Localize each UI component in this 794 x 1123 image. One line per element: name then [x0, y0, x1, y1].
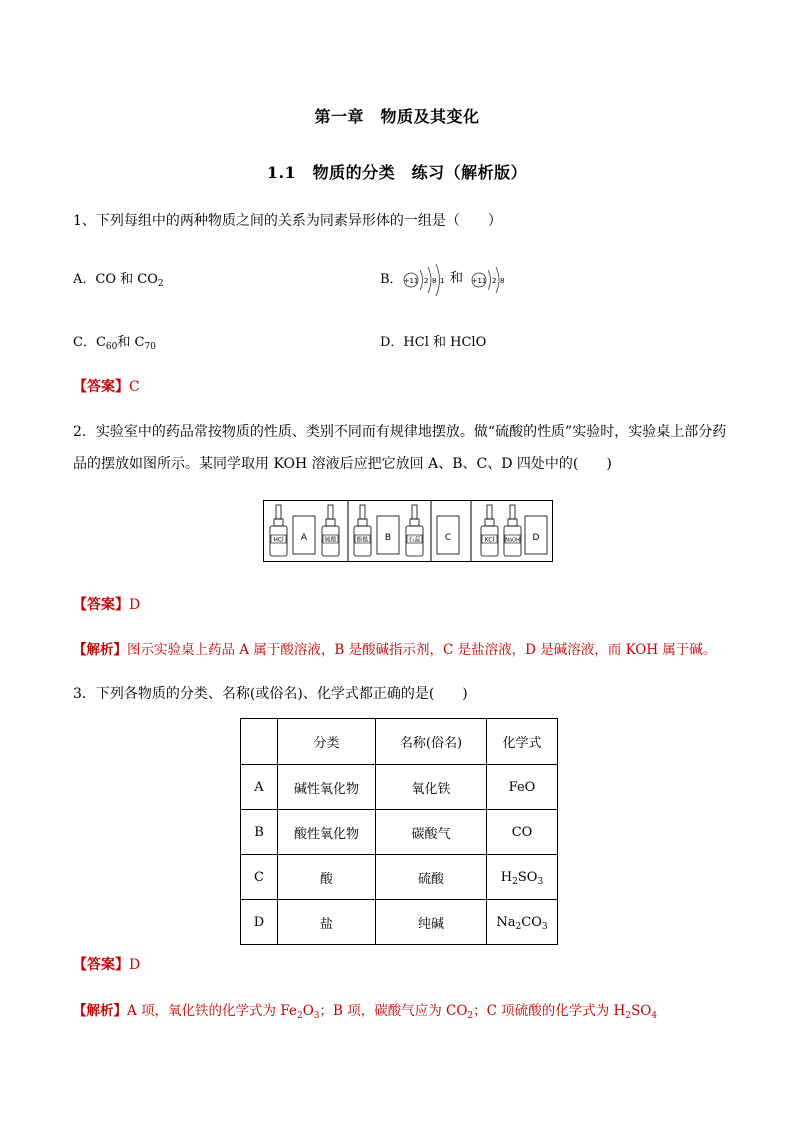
table-cell: FeO: [487, 765, 558, 810]
table-row: [241, 810, 558, 855]
shelf-group-b: [354, 505, 423, 556]
label-sulfuric-acid: 硫酸: [324, 536, 337, 544]
question-1-text: 1、下列每组中的两种物质之间的关系为同素异形体的一组是（ ）: [73, 213, 502, 229]
q3-analysis: 【解析】A 项，氧化铁的化学式为 $Fe_2O_3$；B 项，碳酸气应为 $CO_2$；C 项硫酸的化学式为 $H_2SO_4$: [73, 1003, 658, 1021]
slot-b-label: B: [384, 533, 392, 543]
question-3-text: 3．下列各物质的分类、名称(或俗名)、化学式都正确的是( ): [73, 686, 468, 702]
label-litmus: 石蕊: [408, 536, 421, 544]
q1-option-c: C．$C_{60}$和 $C_{70}$: [73, 335, 156, 352]
bottle-sulfuric-acid-icon: [322, 505, 339, 556]
bottle-kcl-icon: [481, 505, 498, 556]
bottle-phenolphthalein-icon: [354, 505, 371, 556]
question-2-line-2: 品的摆放如图所示。某同学取用 KOH 溶液后应把它放回 A、B、C、D 四处中的( ): [73, 456, 612, 472]
table-cell: 氧化铁: [376, 765, 487, 810]
label-kcl: KCl: [484, 536, 495, 544]
q1-option-b-label: B．: [380, 272, 403, 287]
bottle-hcl-icon: [270, 505, 287, 556]
atom-2-core: +11: [471, 277, 487, 285]
atom-1-shell-1: 2: [424, 277, 429, 285]
q1-option-b-and: 和: [450, 271, 464, 286]
q3-answer: 【答案】D: [73, 957, 141, 973]
table-cell: B: [241, 810, 278, 855]
section-title: 1.1 物质的分类 练习（解析版）: [266, 163, 528, 182]
atom-structure-diagrams: [398, 262, 518, 296]
slot-d-label: D: [532, 533, 540, 543]
table-cell: A: [241, 765, 278, 810]
label-hcl: HCl: [273, 536, 284, 544]
label-phenolphthalein: 酚酞: [356, 536, 369, 544]
q2-answer: 【答案】D: [73, 597, 141, 613]
slot-c-label: C: [444, 533, 452, 543]
atom-2-shell-1: 2: [492, 277, 497, 285]
question-2-line-1: 2．实验室中的药品常按物质的性质、类别不同而有规律地摆放。做“硫酸的性质”实验时，实验桌上部分药: [73, 424, 727, 440]
table-header-row: [241, 719, 558, 765]
shelf-group-c: [437, 516, 459, 554]
table-header-cell: 名称(俗名): [376, 719, 487, 765]
atom-2-shell-2: 8: [500, 277, 505, 285]
q1-answer: 【答案】C: [73, 379, 140, 395]
table-row: [241, 855, 558, 900]
table-cell: CO: [487, 810, 558, 855]
classification-table: [240, 718, 558, 945]
atom-2-diagram: [472, 267, 505, 293]
shelf-group-d: [504, 505, 547, 556]
slot-a-label: A: [300, 533, 308, 543]
table-cell: $Na_2CO_3$: [487, 900, 558, 945]
q2-analysis: 【解析】图示实验桌上药品 A 属于酸溶液，B 是酸碱指示剂，C 是盐溶液，D 是碱溶液，而 KOH 属于碱。: [73, 642, 717, 658]
table-cell: 碱性氧化物: [278, 765, 376, 810]
shelf-group-a: [270, 505, 339, 556]
table-cell: D: [241, 900, 278, 945]
atom-1-shell-2: 8: [432, 277, 437, 285]
table-header-cell: 化学式: [487, 719, 558, 765]
table-cell: 盐: [278, 900, 376, 945]
table-cell: 碳酸气: [376, 810, 487, 855]
table-cell: 纯碱: [376, 900, 487, 945]
q1-option-d: D．HCl 和 HClO: [380, 335, 487, 350]
table-cell: 酸性氧化物: [278, 810, 376, 855]
table-cell: $H_2SO_3$: [487, 855, 558, 900]
table-header-cell: [241, 719, 278, 765]
reagent-shelf-diagram: [263, 500, 553, 562]
table-row: [241, 765, 558, 810]
atom-1-diagram: [404, 264, 445, 296]
chapter-title: 第一章 物质及其变化: [314, 107, 480, 126]
table-cell: C: [241, 855, 278, 900]
atom-1-core: +11: [403, 277, 419, 285]
bottle-naoh-icon: [504, 505, 521, 556]
table-row: [241, 900, 558, 945]
table-cell: 硫酸: [376, 855, 487, 900]
q1-option-a: A．CO 和 $CO_2$: [73, 272, 164, 289]
table-cell: 酸: [278, 855, 376, 900]
table-header-cell: 分类: [278, 719, 376, 765]
label-naoh: NaOH: [505, 537, 520, 544]
atom-1-shell-3: 1: [440, 277, 445, 285]
bottle-litmus-icon: [406, 505, 423, 556]
